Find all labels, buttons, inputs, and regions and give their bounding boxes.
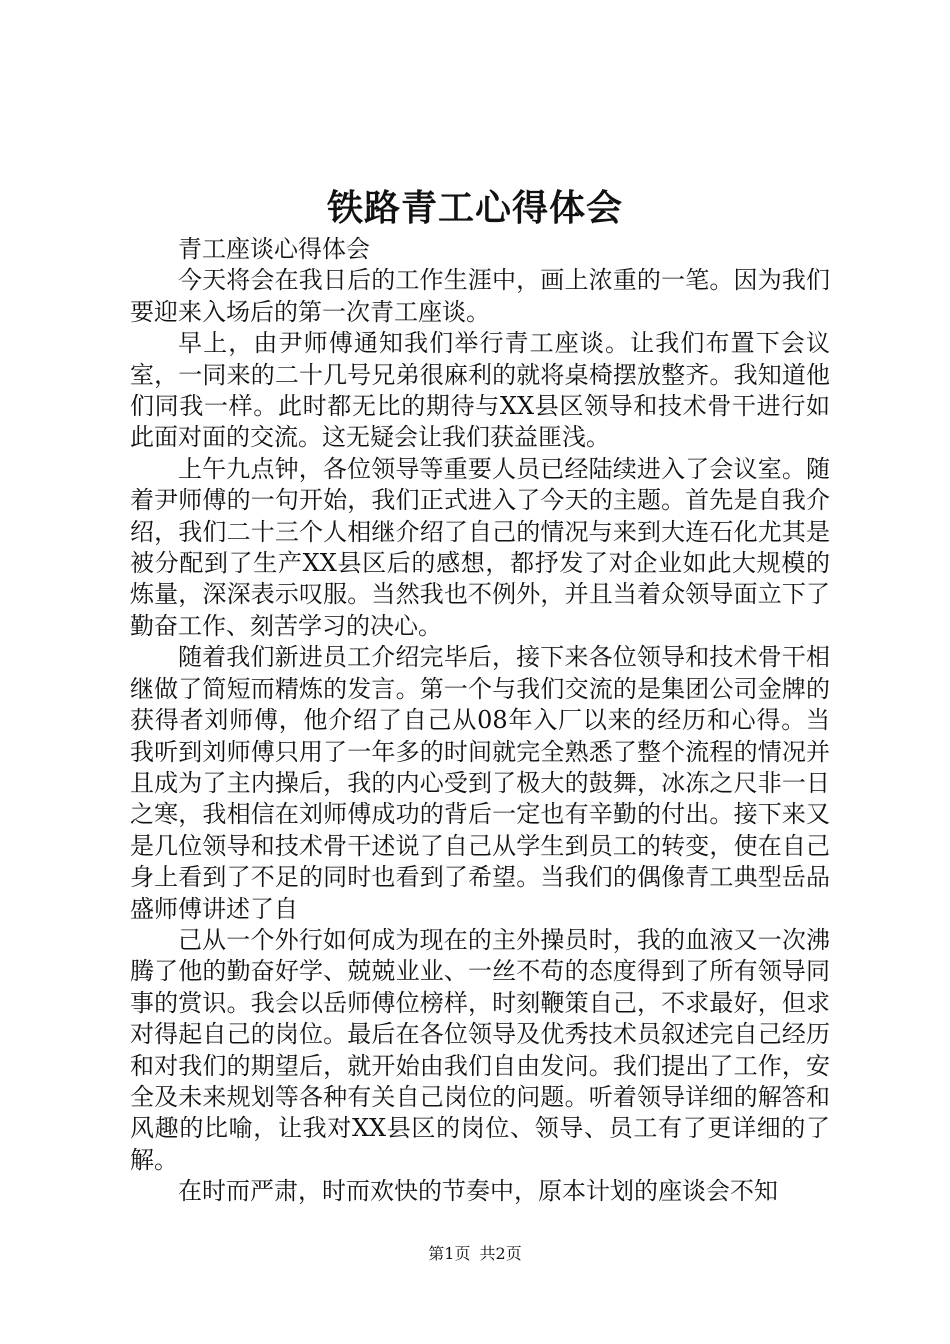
paragraph: 上午九点钟，各位领导等重要人员已经陆续进入了会议室。随着尹师傅的一句开始，我们正式进入了今天的主题。首先是自我介绍，我们二十三个人相继介绍了自己的情况与来到大连石化尤其是被分配到了生产XX县区后的感想，都抒发了对企业如此大规模的炼量，深深表示叹服。当然我也不例外，并且当着众领导面立下了勤奋工作、刻苦学习的决心。: [130, 454, 830, 640]
document-body: [130, 234, 830, 1208]
paragraph: 随着我们新进员工介绍完毕后，接下来各位领导和技术骨干相继做了简短而精炼的发言。第一个与我们交流的是集团公司金牌的获得者刘师傅，他介绍了自己从08年入厂以来的经历和心得。当我听到刘师傅只用了一年多的时间就完全熟悉了整个流程的情况并且成为了主内操后，我的内心受到了极大的鼓舞，冰冻之尺非一日之寒，我相信在刘师傅成功的背后一定也有辛勤的付出。接下来又是几位领导和技术骨干述说了自己从学生到员工的转变，使在自己身上看到了不足的同时也看到了希望。当我们的偶像青工典型岳品盛师傅讲述了自: [130, 643, 830, 923]
page-number-footer: 第1页 共2页: [428, 1244, 522, 1263]
paragraph: 早上，由尹师傅通知我们举行青工座谈。让我们布置下会议室，一同来的二十几号兄弟很麻利的就将桌椅摆放整齐。我知道他们同我一样。此时都无比的期待与XX县区领导和技术骨干进行如此面对面的交流。这无疑会让我们获益匪浅。: [130, 329, 830, 452]
paragraph: 在时而严肃，时而欢快的节奏中，原本计划的座谈会不知: [178, 1177, 778, 1206]
paragraph: 己从一个外行如何成为现在的主外操员时，我的血液又一次沸腾了他的勤奋好学、兢兢业业、一丝不苟的态度得到了所有领导同事的赏识。我会以岳师傅位榜样，时刻鞭策自己，不求最好，但求对得起自己的岗位。最后在各位领导及优秀技术员叙述完自己经历和对我们的期望后，就开始由我们自由发问。我们提出了工作，安全及未来规划等各种有关自己岗位的问题。听着领导详细的解答和风趣的比喻，让我对XX县区的岗位、领导、员工有了更详细的了解。: [130, 925, 830, 1174]
document-title: 铁路青工心得体会: [326, 187, 623, 229]
paragraph: 今天将会在我日后的工作生涯中，画上浓重的一笔。因为我们要迎来入场后的第一次青工座谈。: [130, 266, 830, 326]
paragraph-subtitle: 青工座谈心得体会: [178, 235, 370, 263]
